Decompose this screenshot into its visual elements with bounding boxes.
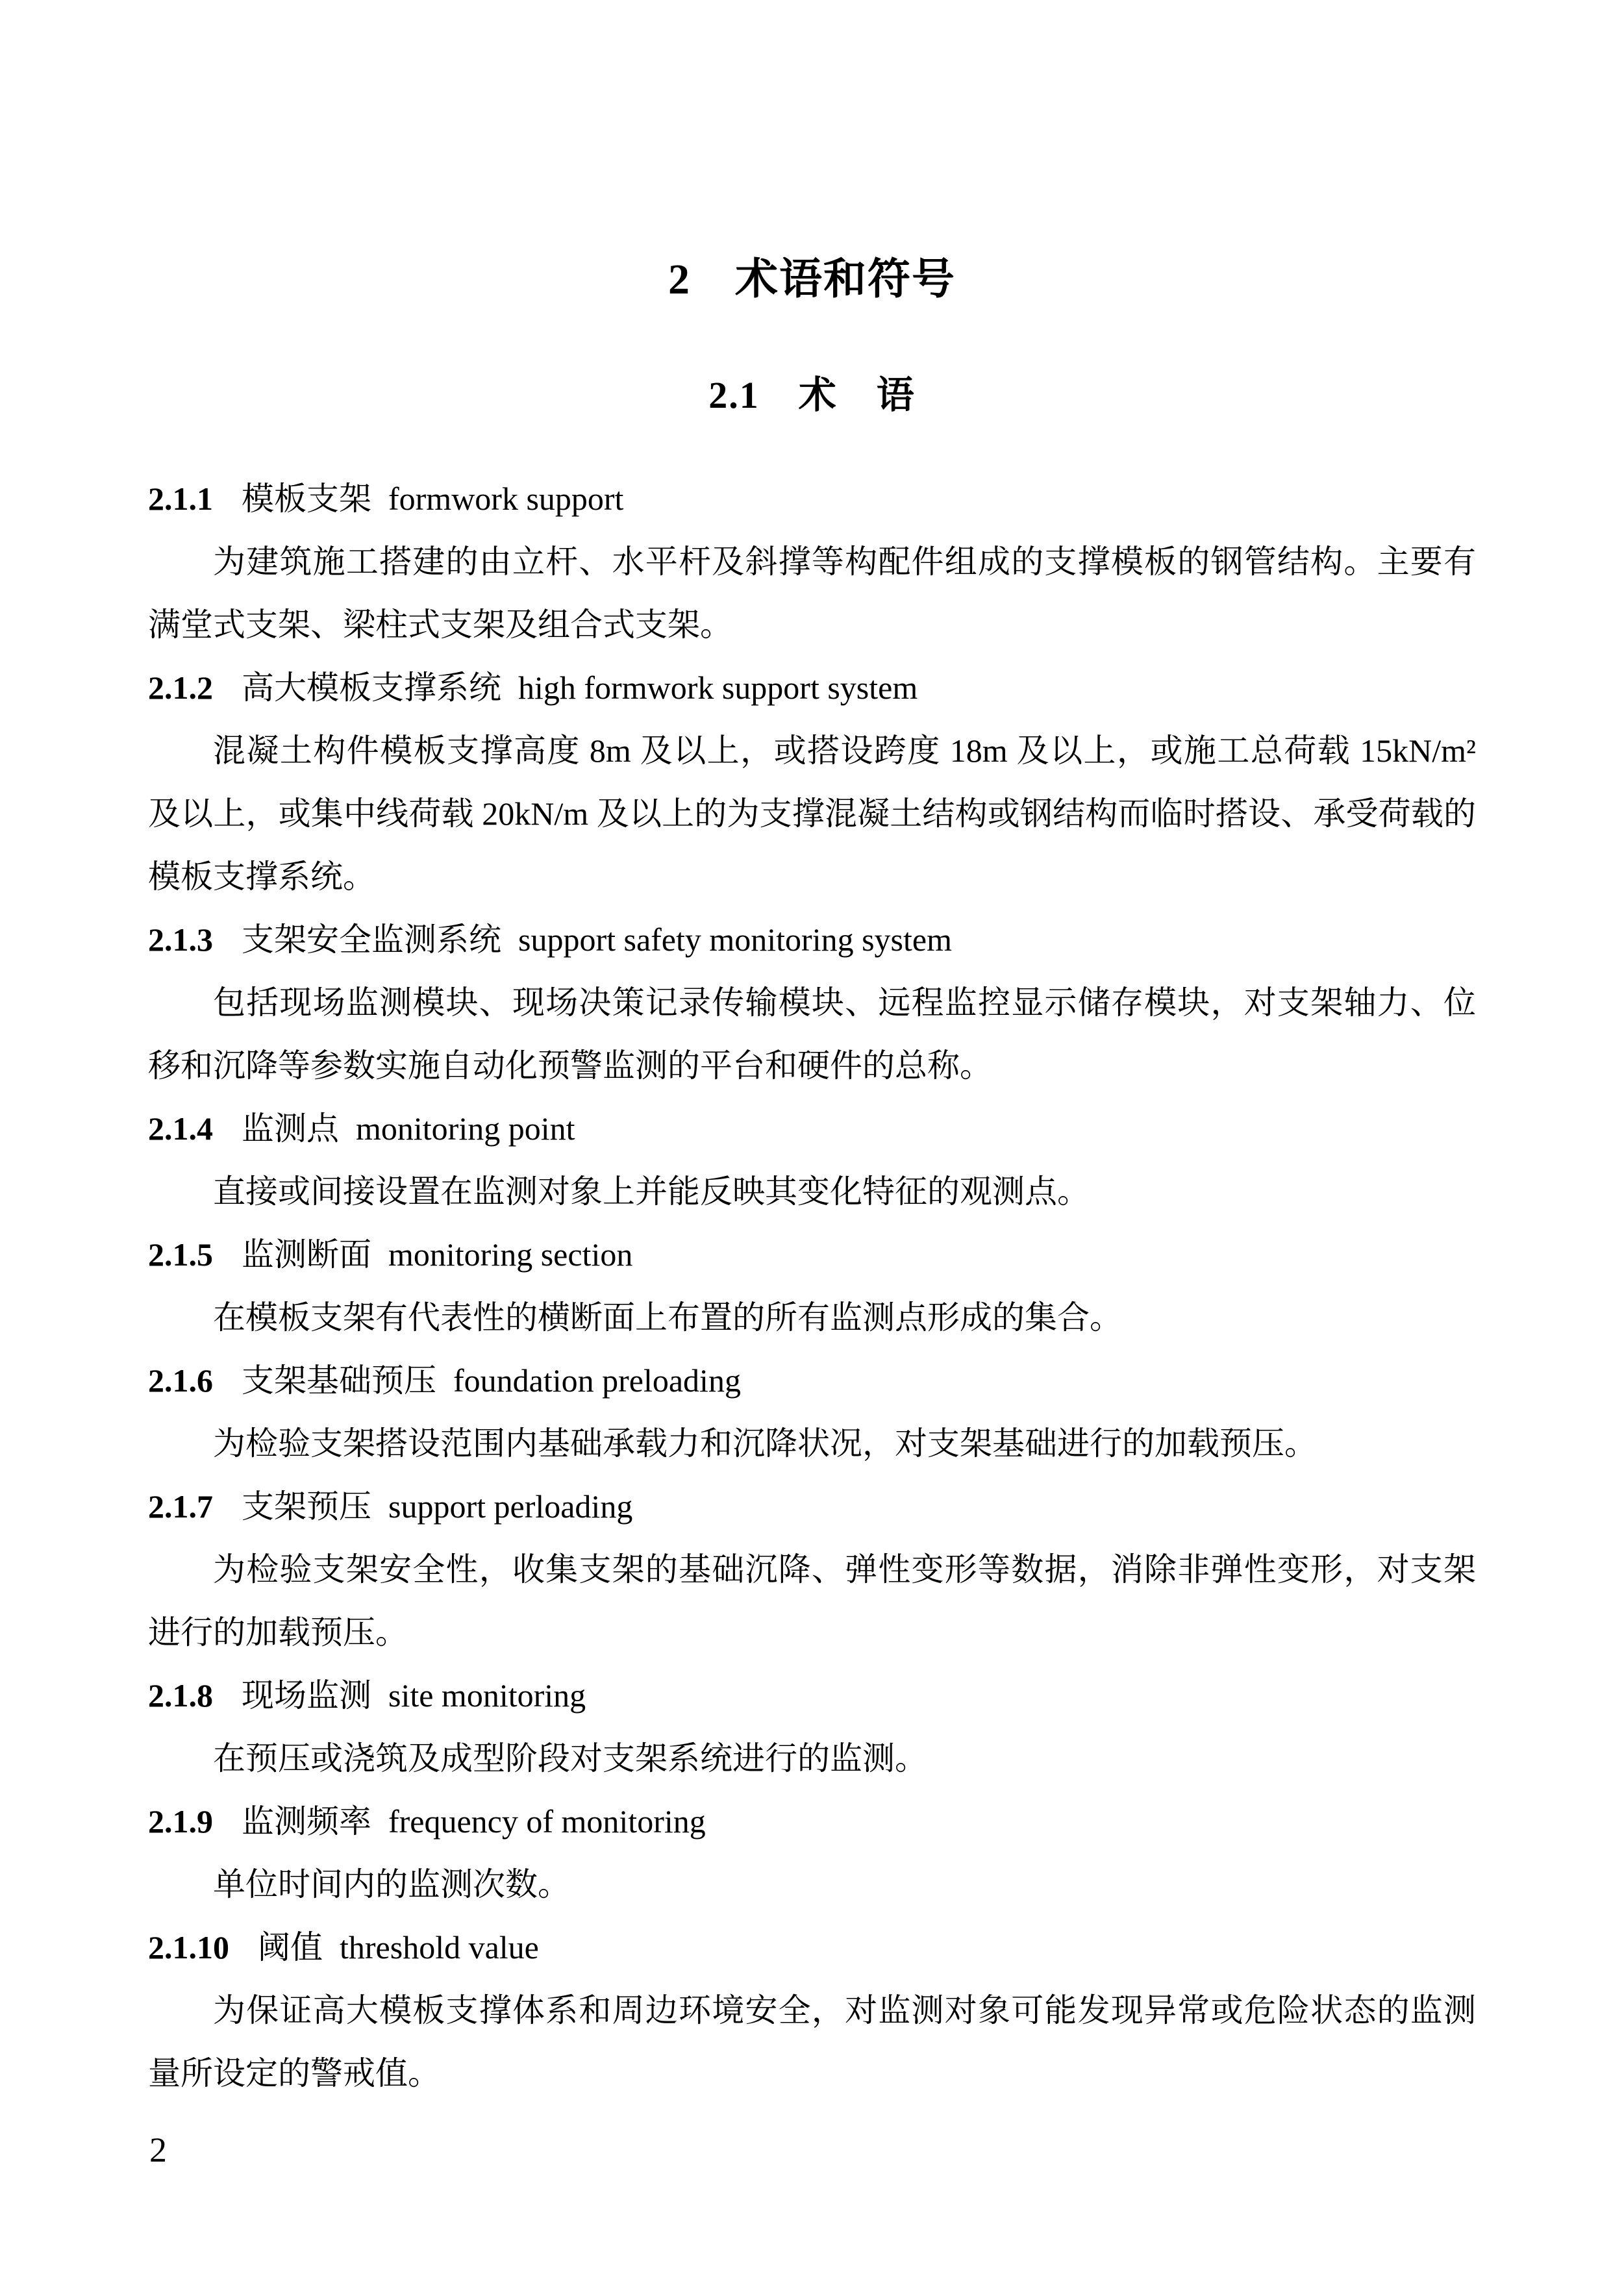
term-chinese: 支架基础预压 (242, 1362, 436, 1399)
term-english: formwork support (388, 480, 624, 517)
term-heading (148, 1916, 1476, 1979)
page-number: 2 (149, 2130, 167, 2169)
page-content (148, 0, 1476, 2105)
term-number: 2.1.7 (148, 1488, 213, 1525)
term-definition: 在预压或浇筑及成型阶段对支架系统进行的监测。 (213, 1740, 927, 1777)
term-chinese: 监测断面 (242, 1236, 371, 1273)
term-english: foundation preloading (453, 1362, 741, 1399)
term-entry (148, 1349, 1476, 1475)
term-entry (148, 1223, 1476, 1349)
term-number: 2.1.5 (148, 1236, 213, 1273)
term-heading (148, 1349, 1476, 1412)
term-english: support safety monitoring system (518, 921, 952, 958)
term-english: site monitoring (388, 1677, 586, 1714)
section-title: 2.1 术 语 (708, 374, 916, 416)
term-definition: 为检验支架搭设范围内基础承载力和沉降状况，对支架基础进行的加载预压。 (213, 1425, 1317, 1462)
term-english: threshold value (340, 1929, 539, 1965)
term-heading (148, 1664, 1476, 1727)
term-number: 2.1.8 (148, 1677, 213, 1714)
term-heading (148, 656, 1476, 719)
term-entry (148, 1916, 1476, 2105)
term-english: support perloading (388, 1488, 633, 1525)
term-entry (148, 1664, 1476, 1790)
term-number: 2.1.3 (148, 921, 213, 958)
term-heading (148, 468, 1476, 530)
term-definition: 直接或间接设置在监测对象上并能反映其变化特征的观测点。 (213, 1173, 1090, 1210)
term-number: 2.1.4 (148, 1110, 213, 1147)
term-chinese: 现场监测 (242, 1677, 371, 1714)
term-heading (148, 908, 1476, 971)
term-chinese: 支架安全监测系统 (242, 921, 501, 958)
term-number: 2.1.6 (148, 1362, 213, 1399)
term-entry (148, 908, 1476, 1097)
term-chinese: 监测频率 (242, 1803, 371, 1840)
term-english: monitoring section (388, 1236, 633, 1273)
term-heading (148, 1475, 1476, 1538)
term-entry (148, 468, 1476, 656)
term-entry (148, 656, 1476, 908)
term-heading (148, 1790, 1476, 1853)
term-definition: 为建筑施工搭建的由立杆、水平杆及斜撑等构配件组成的支撑模板的钢管结构。主要有满堂式支架、梁柱式支架及组合式支架。 (148, 543, 1476, 643)
term-chinese: 高大模板支撑系统 (242, 669, 501, 706)
term-heading (148, 1223, 1476, 1286)
term-definition: 单位时间内的监测次数。 (213, 1866, 570, 1903)
term-definition: 混凝土构件模板支撑高度 8m 及以上，或搭设跨度 18m 及以上，或施工总荷载 15kN/m² 及以上，或集中线荷载 20kN/m 及以上的为支撑混凝土结构或钢结构而临时搭设、承受荷载的模板支撑系统。 (148, 732, 1476, 895)
term-entry (148, 1097, 1476, 1223)
term-definition: 为保证高大模板支撑体系和周边环境安全，对监测对象可能发现异常或危险状态的监测量所设定的警戒值。 (148, 1992, 1476, 2091)
term-chinese: 阈值 (258, 1929, 323, 1965)
term-chinese: 支架预压 (242, 1488, 371, 1525)
term-definition: 为检验支架安全性，收集支架的基础沉降、弹性变形等数据，消除非弹性变形，对支架进行的加载预压。 (148, 1551, 1476, 1651)
term-entry (148, 1475, 1476, 1664)
term-chinese: 模板支架 (242, 480, 371, 517)
term-definition: 包括现场监测模块、现场决策记录传输模块、远程监控显示储存模块，对支架轴力、位移和沉降等参数实施自动化预警监测的平台和硬件的总称。 (148, 984, 1476, 1084)
term-number: 2.1.1 (148, 480, 213, 517)
term-number: 2.1.10 (148, 1929, 229, 1965)
term-entry (148, 1790, 1476, 1916)
terms-list (148, 468, 1476, 2105)
term-english: monitoring point (356, 1110, 575, 1147)
term-definition: 在模板支架有代表性的横断面上布置的所有监测点形成的集合。 (213, 1299, 1122, 1336)
term-english: frequency of monitoring (388, 1803, 706, 1840)
term-chinese: 监测点 (242, 1110, 339, 1147)
term-number: 2.1.2 (148, 669, 213, 706)
term-english: high formwork support system (518, 669, 918, 706)
term-heading (148, 1097, 1476, 1160)
term-number: 2.1.9 (148, 1803, 213, 1840)
chapter-title: 2 术语和符号 (668, 256, 956, 303)
